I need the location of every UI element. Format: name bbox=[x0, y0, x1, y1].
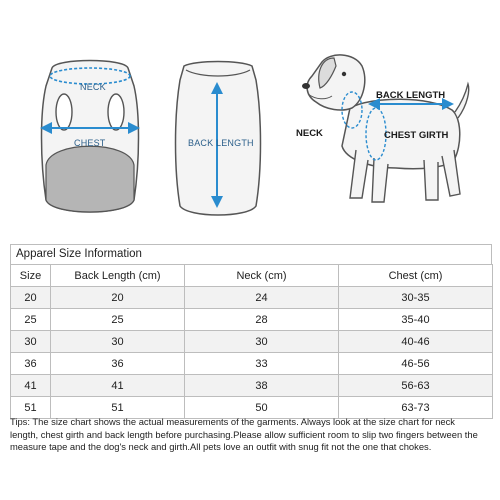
table-row bbox=[11, 309, 493, 331]
cell-chest: 35-40 bbox=[339, 309, 493, 331]
cell-chest: 30-35 bbox=[339, 287, 493, 309]
cell-back-length: 36 bbox=[51, 353, 185, 375]
cell-back-length: 41 bbox=[51, 375, 185, 397]
table-title: Apparel Size Information bbox=[10, 244, 492, 264]
apparel-back-view bbox=[176, 62, 261, 216]
dog-neck-label: NECK bbox=[296, 128, 323, 139]
cell-back-length: 20 bbox=[51, 287, 185, 309]
front-chest-label: CHEST bbox=[74, 138, 106, 148]
cell-back-length: 25 bbox=[51, 309, 185, 331]
header-size: Size bbox=[11, 265, 51, 287]
cell-size: 36 bbox=[11, 353, 51, 375]
table-row bbox=[11, 287, 493, 309]
dog-chest-girth-label: CHEST GIRTH bbox=[384, 130, 449, 141]
cell-size: 51 bbox=[11, 397, 51, 419]
dog-illustration bbox=[296, 55, 469, 202]
cell-size: 41 bbox=[11, 375, 51, 397]
apparel-front-view bbox=[42, 61, 139, 213]
header-neck: Neck (cm) bbox=[185, 265, 339, 287]
cell-neck: 33 bbox=[185, 353, 339, 375]
cell-size: 20 bbox=[11, 287, 51, 309]
header-chest: Chest (cm) bbox=[339, 265, 493, 287]
front-neck-label: NECK bbox=[80, 82, 106, 92]
table-header-row bbox=[11, 265, 493, 287]
header-back-length: Back Length (cm) bbox=[51, 265, 185, 287]
cell-size: 30 bbox=[11, 331, 51, 353]
cell-neck: 38 bbox=[185, 375, 339, 397]
measurement-illustration bbox=[0, 0, 500, 236]
table-row bbox=[11, 353, 493, 375]
cell-chest: 40-46 bbox=[339, 331, 493, 353]
cell-neck: 28 bbox=[185, 309, 339, 331]
back-length-label: BACK LENGTH bbox=[188, 138, 254, 148]
cell-chest: 46-56 bbox=[339, 353, 493, 375]
cell-back-length: 30 bbox=[51, 331, 185, 353]
cell-neck: 50 bbox=[185, 397, 339, 419]
size-table bbox=[10, 264, 493, 419]
size-table-container bbox=[10, 244, 492, 419]
cell-chest: 63-73 bbox=[339, 397, 493, 419]
cell-size: 25 bbox=[11, 309, 51, 331]
sizing-tips: Tips: The size chart shows the actual measurements of the garments. Always look at the size chart for neck length, chest girth and back length before purchasing.Please allow sufficient room to slip two fingers between the measure tape and the dog's neck and girth.All pets love an outfit with snug fit not the one that chokes. bbox=[10, 416, 478, 452]
cell-back-length: 51 bbox=[51, 397, 185, 419]
table-row bbox=[11, 331, 493, 353]
cell-neck: 24 bbox=[185, 287, 339, 309]
table-row bbox=[11, 375, 493, 397]
cell-chest: 56-63 bbox=[339, 375, 493, 397]
cell-neck: 30 bbox=[185, 331, 339, 353]
dog-back-length-label: BACK LENGTH bbox=[376, 90, 446, 101]
